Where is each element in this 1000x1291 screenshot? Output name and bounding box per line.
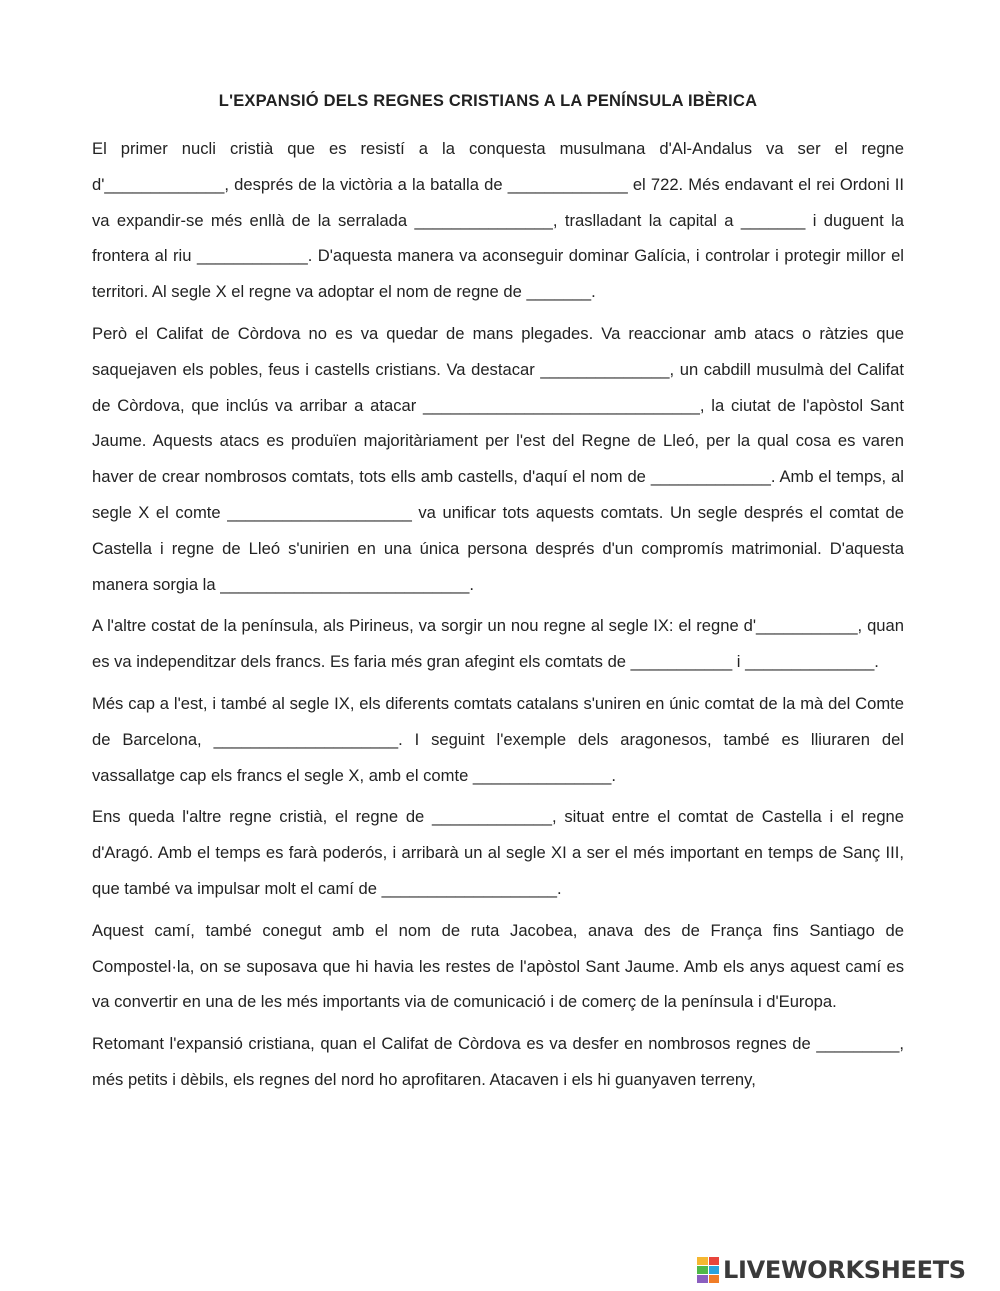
text-segment: Però el Califat de Còrdova no es va quedar de mans plegades. Va reaccionar amb atacs o ràtzies que saquejaven els pobles, feus i castells cristians. Va destacar (92, 323, 904, 379)
text-segment: , un cabdill musulmà del Califat de Còrdova, que inclús va arribar a atacar (92, 359, 905, 415)
answer-blank[interactable]: _______ (526, 282, 592, 302)
text-segment: A l'altre costat de la península, als Pirineus, va sorgir un nou regne al segle IX: el regne d' (92, 616, 757, 636)
answer-blank[interactable]: _____________ (507, 174, 628, 194)
page-title: L'EXPANSIÓ DELS REGNES CRISTIANS A LA PENÍNSULA IBÈRICA (218, 92, 758, 110)
logo-square (709, 1257, 720, 1265)
paragraph-2 (92, 316, 904, 602)
answer-blank[interactable]: _____________ (650, 467, 771, 487)
text-segment: . (611, 765, 616, 785)
answer-blank[interactable]: ___________ (630, 652, 733, 672)
liveworksheets-logo-icon (697, 1257, 719, 1283)
paragraph-4 (92, 686, 904, 793)
answer-blank[interactable]: ______________ (540, 359, 670, 379)
text-segment: . I seguint l'exemple dels aragonesos, també es lliuraren del vassallatge cap els francs el segle X, amb el comte (92, 729, 904, 785)
text-segment: , traslladant la capital a (552, 210, 741, 230)
answer-blank[interactable]: ___________ (756, 616, 858, 636)
text-segment: el 722. Més endavant el rei Ordoni II va expandir-se més enllà de la serralada (92, 174, 904, 230)
text-segment: El primer nucli cristià que es resistí a la conquesta musulmana d'Al-Andalus va ser el regne d' (92, 139, 904, 194)
text-segment: , més petits i dèbils, els regnes del nord ho aprofitaren. Atacaven i els hi guanyaven terreny, (92, 1034, 904, 1089)
logo-text: LIVEWORKSHEETS (723, 1256, 966, 1284)
logo-square (709, 1275, 720, 1283)
answer-blank[interactable]: _____________ (104, 174, 225, 194)
text-segment: , la ciutat de l'apòstol Sant Jaume. Aquests atacs es produïen majoritàriament per l'est del Regne de Lleó, per la qual cosa es varen haver de crear nombrosos comtats, tots ells amb castells, d'aquí el nom de (92, 395, 904, 487)
answer-blank[interactable]: ______________________________ (423, 395, 700, 415)
answer-blank[interactable]: _______________ (414, 210, 553, 230)
answer-blank[interactable]: ____________________ (213, 729, 399, 749)
answer-blank[interactable]: _____________ (432, 807, 553, 827)
liveworksheets-logo[interactable] (697, 1255, 993, 1285)
paragraph-7 (92, 1026, 904, 1098)
text-segment: Ens queda l'altre regne cristià, el regne de (92, 807, 433, 827)
logo-square (697, 1257, 708, 1265)
paragraph-5 (92, 799, 904, 906)
paragraph-3 (92, 608, 904, 680)
text-segment: Retomant l'expansió cristiana, quan el Califat de Còrdova es va desfer en nombrosos regnes de (92, 1034, 817, 1054)
text-segment: . (556, 878, 562, 898)
text-segment: i duguent la frontera al riu (92, 210, 904, 266)
answer-blank[interactable]: ___________________ (381, 878, 557, 898)
logo-square (709, 1266, 720, 1274)
text-segment: Més cap a l'est, i també al segle IX, els diferents comtats catalans s'uniren en únic comtat de la mà del Comte de Barcelona, (92, 693, 904, 749)
answer-blank[interactable]: _________ (816, 1034, 900, 1054)
text-segment: . Amb el temps, al segle X el comte (92, 467, 904, 522)
text-segment: . (469, 574, 475, 594)
text-segment: . (591, 282, 596, 302)
text-segment: Aquest camí, també conegut amb el nom de ruta Jacobea, anava des de França fins Santiago de Compostel·la, on se suposava que hi havia les restes de l'apòstol Sant Jaume. Amb els anys aquest camí es va convertir en una de les més importants via de comunicació i de comerç de la península i d'Europa. (92, 920, 904, 1012)
answer-blank[interactable]: _______________ (472, 765, 612, 785)
answer-blank[interactable]: ____________ (196, 246, 308, 266)
text-segment: , quan es va independitzar dels francs. Es faria més gran afegint els comtats de (92, 616, 904, 672)
logo-square (697, 1275, 708, 1283)
text-segment: , situat entre el comtat de Castella i el regne d'Aragó. Amb el temps es farà poderós, i arribarà un al segle XI a ser el més important en temps de Sanç III, que també va impulsar molt el camí de (92, 807, 905, 898)
answer-blank[interactable]: ___________________________ (220, 574, 470, 594)
answer-blank[interactable]: ______________ (745, 652, 875, 672)
answer-blank[interactable]: _______ (740, 210, 806, 230)
answer-blank[interactable]: ____________________ (227, 502, 412, 522)
text-segment: , després de la victòria a la batalla de (224, 174, 508, 194)
logo-square (697, 1266, 708, 1274)
paragraph-6 (92, 913, 904, 1020)
worksheet-page (92, 92, 904, 1104)
text-segment: va unificar tots aquests comtats. Un segle després el comtat de Castella i regne de Lleó s'unirien en una única persona després d'un compromís matrimonial. D'aquesta manera sorgia la (92, 502, 904, 594)
paragraph-1 (92, 131, 904, 310)
text-segment: i (732, 652, 746, 672)
text-segment: . (874, 652, 879, 672)
text-segment: . D'aquesta manera va aconseguir dominar Galícia, i controlar i protegir millor el territori. Al segle X el regne va adoptar el nom de regne de (92, 246, 904, 302)
